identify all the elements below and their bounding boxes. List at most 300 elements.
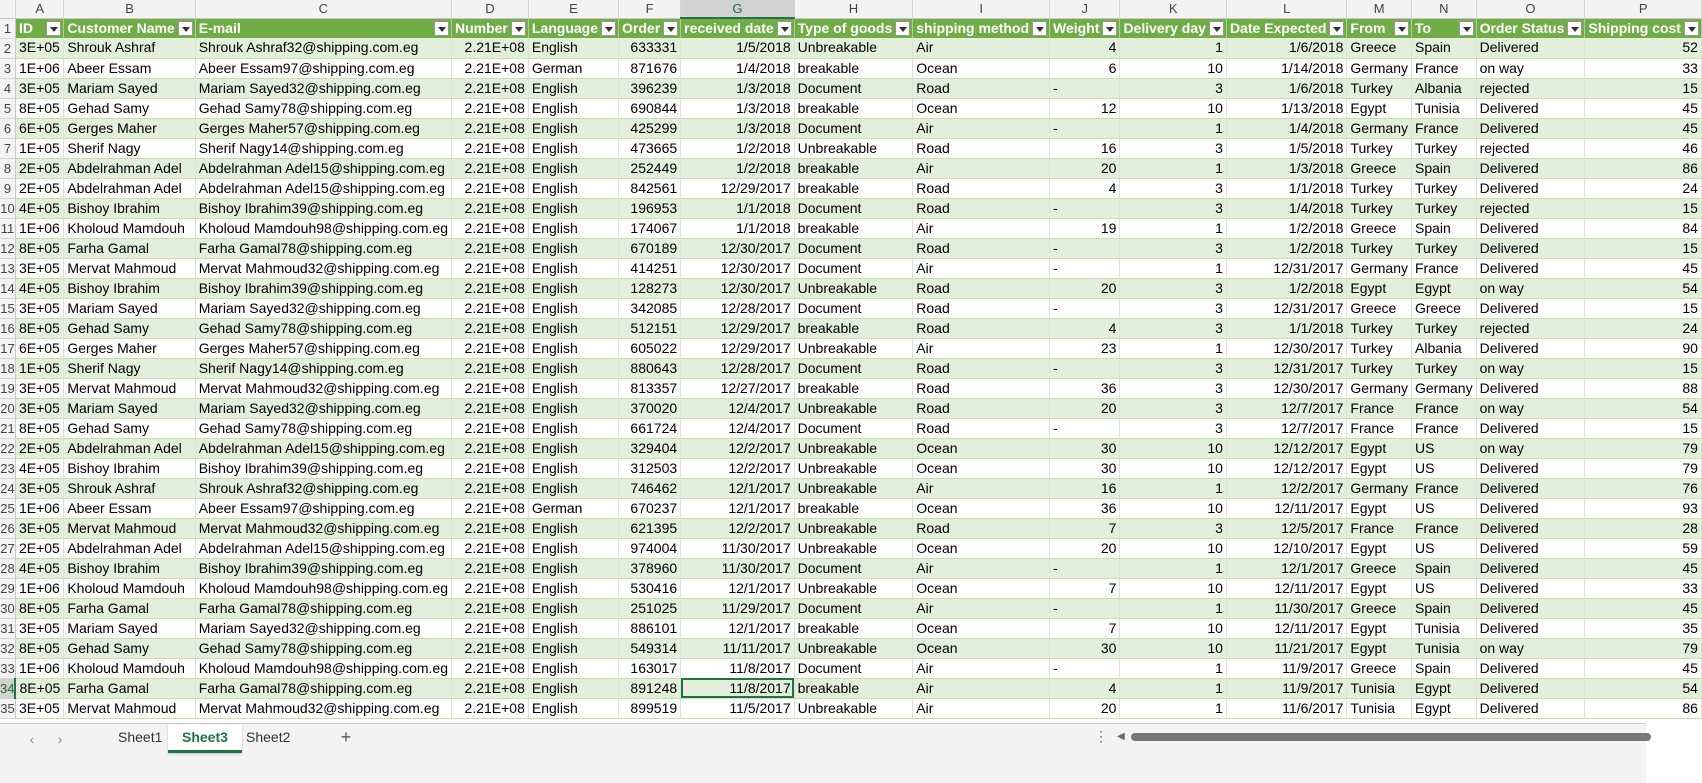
cell[interactable]: 670189 — [619, 238, 681, 258]
cell[interactable]: Tunisia — [1347, 678, 1412, 698]
cell[interactable]: 1E+06 — [15, 58, 63, 78]
column-header-m[interactable]: M — [1347, 0, 1412, 18]
cell[interactable]: 4E+05 — [15, 558, 63, 578]
cell[interactable]: 20 — [1050, 278, 1120, 298]
cell[interactable]: 2.21E+08 — [451, 278, 528, 298]
cell[interactable]: Abdelrahman Adel — [64, 158, 195, 178]
cell[interactable]: Unbreakable — [794, 398, 913, 418]
row-header[interactable]: 10 — [0, 198, 15, 218]
cell[interactable]: Document — [794, 258, 913, 278]
cell[interactable]: Road — [913, 298, 1050, 318]
cell[interactable]: 12/30/2017 — [681, 278, 795, 298]
scroll-left-icon[interactable]: ◀ — [1117, 731, 1125, 742]
cell[interactable]: 1/5/2018 — [1226, 138, 1346, 158]
cell[interactable]: France — [1412, 58, 1477, 78]
cell[interactable]: 899519 — [619, 698, 681, 718]
row-header[interactable]: 8 — [0, 158, 15, 178]
cell[interactable]: 252449 — [619, 158, 681, 178]
cell[interactable]: 605022 — [619, 338, 681, 358]
cell[interactable]: 12/1/2017 — [681, 498, 795, 518]
cell[interactable]: 4 — [1050, 38, 1120, 58]
cell[interactable]: 2.21E+08 — [451, 478, 528, 498]
cell[interactable]: Germany — [1347, 378, 1412, 398]
row-header[interactable]: 4 — [0, 78, 15, 98]
cell[interactable]: 84 — [1585, 218, 1702, 238]
cell[interactable]: Gehad Samy — [64, 98, 195, 118]
cell[interactable]: 45 — [1585, 558, 1702, 578]
column-header-d[interactable]: D — [451, 0, 528, 18]
cell[interactable]: Farha Gamal — [64, 678, 195, 698]
cell[interactable]: 633331 — [619, 38, 681, 58]
column-header-l[interactable]: L — [1226, 0, 1346, 18]
filter-dropdown-icon[interactable] — [178, 21, 193, 36]
cell[interactable]: Greece — [1347, 38, 1412, 58]
row-header[interactable]: 19 — [0, 378, 15, 398]
cell[interactable]: breakable — [794, 498, 913, 518]
cell[interactable]: English — [528, 538, 618, 558]
cell[interactable]: - — [1050, 118, 1120, 138]
cell[interactable]: 90 — [1585, 338, 1702, 358]
cell[interactable]: Road — [913, 278, 1050, 298]
cell[interactable]: 7 — [1050, 518, 1120, 538]
cell[interactable]: English — [528, 558, 618, 578]
cell[interactable]: 3 — [1120, 518, 1227, 538]
cell[interactable]: Shrouk Ashraf32@shipping.com.eg — [195, 38, 451, 58]
cell[interactable]: 15 — [1585, 358, 1702, 378]
cell[interactable]: 2.21E+08 — [451, 158, 528, 178]
cell[interactable]: Road — [913, 178, 1050, 198]
cell[interactable]: Gehad Samy — [64, 318, 195, 338]
cell[interactable]: US — [1412, 458, 1477, 478]
cell[interactable]: Gerges Maher57@shipping.com.eg — [195, 338, 451, 358]
cell[interactable]: 16 — [1050, 478, 1120, 498]
cell[interactable]: Unbreakable — [794, 518, 913, 538]
cell[interactable]: France — [1412, 398, 1477, 418]
cell[interactable]: English — [528, 598, 618, 618]
cell[interactable]: English — [528, 298, 618, 318]
cell[interactable]: 11/30/2017 — [681, 538, 795, 558]
cell[interactable]: 11/8/2017 — [681, 658, 795, 678]
row-header[interactable]: 9 — [0, 178, 15, 198]
cell[interactable]: - — [1050, 298, 1120, 318]
cell[interactable]: Delivered — [1476, 418, 1585, 438]
cell[interactable]: 2.21E+08 — [451, 558, 528, 578]
cell[interactable]: Unbreakable — [794, 698, 913, 718]
cell[interactable]: Mariam Sayed32@shipping.com.eg — [195, 298, 451, 318]
cell[interactable]: Mervat Mahmoud — [64, 698, 195, 718]
cell[interactable]: France — [1412, 258, 1477, 278]
cell[interactable]: 1E+05 — [15, 358, 63, 378]
cell[interactable]: 3 — [1120, 278, 1227, 298]
filter-dropdown-icon[interactable] — [1567, 21, 1582, 36]
cell[interactable]: 2.21E+08 — [451, 78, 528, 98]
cell[interactable]: 6E+05 — [15, 338, 63, 358]
row-header[interactable]: 12 — [0, 238, 15, 258]
cell[interactable]: rejected — [1476, 198, 1585, 218]
cell[interactable]: 1/6/2018 — [1226, 78, 1346, 98]
cell[interactable]: 12/2/2017 — [681, 438, 795, 458]
cell[interactable]: 1/4/2018 — [681, 58, 795, 78]
cell[interactable]: 2.21E+08 — [451, 438, 528, 458]
cell[interactable]: 3 — [1120, 398, 1227, 418]
cell[interactable]: 2.21E+08 — [451, 418, 528, 438]
cell[interactable]: Delivered — [1476, 658, 1585, 678]
cell[interactable]: 2.21E+08 — [451, 618, 528, 638]
cell[interactable]: Abdelrahman Adel15@shipping.com.eg — [195, 438, 451, 458]
table-header-cell[interactable] — [64, 18, 195, 38]
cell[interactable]: 842561 — [619, 178, 681, 198]
cell[interactable]: 23 — [1050, 338, 1120, 358]
cell[interactable]: Mariam Sayed — [64, 398, 195, 418]
cell[interactable]: English — [528, 338, 618, 358]
table-header-cell[interactable] — [794, 18, 913, 38]
cell[interactable]: 12/1/2017 — [1226, 558, 1346, 578]
cell[interactable]: 1/1/2018 — [681, 198, 795, 218]
cell[interactable]: Shrouk Ashraf — [64, 478, 195, 498]
cell[interactable]: Kholoud Mamdouh98@shipping.com.eg — [195, 578, 451, 598]
cell[interactable]: Albania — [1412, 338, 1477, 358]
cell[interactable]: Greece — [1347, 658, 1412, 678]
cell[interactable]: 690844 — [619, 98, 681, 118]
cell[interactable]: 1 — [1120, 158, 1227, 178]
cell[interactable]: Mariam Sayed32@shipping.com.eg — [195, 78, 451, 98]
cell[interactable]: Abdelrahman Adel — [64, 538, 195, 558]
cell[interactable]: rejected — [1476, 138, 1585, 158]
cell[interactable]: Road — [913, 238, 1050, 258]
cell[interactable]: Document — [794, 198, 913, 218]
table-header-cell[interactable] — [1585, 18, 1702, 38]
cell[interactable]: 4 — [1050, 678, 1120, 698]
cell[interactable]: 10 — [1120, 58, 1227, 78]
row-header[interactable]: 23 — [0, 458, 15, 478]
cell[interactable]: 2.21E+08 — [451, 298, 528, 318]
cell[interactable]: 8E+05 — [15, 98, 63, 118]
cell[interactable]: Unbreakable — [794, 638, 913, 658]
cell[interactable]: Road — [913, 398, 1050, 418]
cell[interactable]: English — [528, 618, 618, 638]
cell[interactable]: Turkey — [1347, 198, 1412, 218]
cell[interactable]: Tunisia — [1412, 98, 1477, 118]
cell[interactable]: German — [528, 498, 618, 518]
row-header[interactable]: 28 — [0, 558, 15, 578]
cell[interactable]: 3 — [1120, 198, 1227, 218]
cell[interactable]: 12/28/2017 — [681, 358, 795, 378]
cell[interactable]: 2.21E+08 — [451, 698, 528, 718]
cell[interactable]: 11/5/2017 — [681, 698, 795, 718]
cell[interactable]: Sherif Nagy — [64, 138, 195, 158]
cell[interactable]: Germany — [1347, 58, 1412, 78]
cell[interactable]: 10 — [1120, 438, 1227, 458]
cell[interactable]: 54 — [1585, 678, 1702, 698]
cell[interactable]: 11/21/2017 — [1226, 638, 1346, 658]
horizontal-scrollbar[interactable] — [1117, 730, 1646, 744]
cell[interactable]: 174067 — [619, 218, 681, 238]
cell[interactable]: 15 — [1585, 198, 1702, 218]
cell[interactable]: Kholoud Mamdouh — [64, 578, 195, 598]
cell[interactable]: Mariam Sayed32@shipping.com.eg — [195, 618, 451, 638]
cell[interactable]: English — [528, 478, 618, 498]
filter-dropdown-icon[interactable] — [895, 21, 910, 36]
cell[interactable]: 15 — [1585, 418, 1702, 438]
cell[interactable]: 20 — [1050, 538, 1120, 558]
cell[interactable]: 33 — [1585, 578, 1702, 598]
table-header-cell[interactable] — [681, 18, 795, 38]
cell[interactable]: Kholoud Mamdouh — [64, 658, 195, 678]
cell[interactable]: on way — [1476, 58, 1585, 78]
cell[interactable]: 512151 — [619, 318, 681, 338]
cell[interactable]: Egypt — [1412, 698, 1477, 718]
cell[interactable]: 11/9/2017 — [1226, 678, 1346, 698]
cell[interactable]: Mervat Mahmoud32@shipping.com.eg — [195, 378, 451, 398]
cell[interactable]: 880643 — [619, 358, 681, 378]
cell[interactable]: 12/31/2017 — [1226, 298, 1346, 318]
cell[interactable]: Egypt — [1347, 618, 1412, 638]
cell[interactable]: Document — [794, 358, 913, 378]
filter-dropdown-icon[interactable] — [46, 21, 61, 36]
cell[interactable]: 2.21E+08 — [451, 258, 528, 278]
filter-dropdown-icon[interactable] — [601, 21, 616, 36]
cell[interactable]: breakable — [794, 58, 913, 78]
cell[interactable]: 4 — [1050, 178, 1120, 198]
cell[interactable]: - — [1050, 78, 1120, 98]
cell[interactable]: 1E+06 — [15, 218, 63, 238]
cell[interactable]: 378960 — [619, 558, 681, 578]
cell[interactable]: Egypt — [1347, 638, 1412, 658]
cell[interactable]: Delivered — [1476, 38, 1585, 58]
cell[interactable]: Abeer Essam97@shipping.com.eg — [195, 498, 451, 518]
cell[interactable]: Greece — [1412, 298, 1477, 318]
cell[interactable]: 1 — [1120, 478, 1227, 498]
cell[interactable]: Delivered — [1476, 538, 1585, 558]
cell[interactable]: 20 — [1050, 698, 1120, 718]
column-header-e[interactable]: E — [528, 0, 618, 18]
cell[interactable]: Bishoy Ibrahim39@shipping.com.eg — [195, 278, 451, 298]
cell[interactable]: 746462 — [619, 478, 681, 498]
cell[interactable]: Delivered — [1476, 298, 1585, 318]
cell[interactable]: English — [528, 698, 618, 718]
cell[interactable]: Unbreakable — [794, 478, 913, 498]
row-header[interactable]: 2 — [0, 38, 15, 58]
cell[interactable]: English — [528, 98, 618, 118]
cell[interactable]: 2.21E+08 — [451, 138, 528, 158]
table-header-cell[interactable] — [913, 18, 1050, 38]
cell[interactable]: 12/11/2017 — [1226, 578, 1346, 598]
cell[interactable]: breakable — [794, 618, 913, 638]
row-header[interactable]: 29 — [0, 578, 15, 598]
column-header-i[interactable]: I — [913, 0, 1050, 18]
table-header-cell[interactable] — [1226, 18, 1346, 38]
row-header[interactable]: 22 — [0, 438, 15, 458]
cell[interactable]: 3 — [1120, 238, 1227, 258]
cell[interactable]: 3 — [1120, 358, 1227, 378]
cell[interactable]: 2.21E+08 — [451, 338, 528, 358]
cell[interactable]: Spain — [1412, 598, 1477, 618]
cell[interactable]: 88 — [1585, 378, 1702, 398]
cell[interactable]: 2.21E+08 — [451, 638, 528, 658]
cell[interactable]: Ocean — [913, 458, 1050, 478]
cell[interactable]: 35 — [1585, 618, 1702, 638]
cell[interactable]: Air — [913, 218, 1050, 238]
cell[interactable]: Turkey — [1347, 178, 1412, 198]
cell[interactable]: Delivered — [1476, 378, 1585, 398]
table-header-cell[interactable] — [1476, 18, 1585, 38]
cell[interactable]: Mervat Mahmoud32@shipping.com.eg — [195, 258, 451, 278]
cell[interactable]: - — [1050, 258, 1120, 278]
cell[interactable]: - — [1050, 658, 1120, 678]
cell[interactable]: 1 — [1120, 258, 1227, 278]
cell[interactable]: on way — [1476, 398, 1585, 418]
plus-icon[interactable]: + — [340, 727, 352, 747]
cell[interactable]: 20 — [1050, 158, 1120, 178]
cell[interactable]: Abdelrahman Adel — [64, 178, 195, 198]
filter-dropdown-icon[interactable] — [1209, 21, 1224, 36]
cell[interactable]: English — [528, 518, 618, 538]
cell[interactable]: Kholoud Mamdouh — [64, 218, 195, 238]
cell[interactable]: 10 — [1120, 458, 1227, 478]
cell[interactable]: France — [1412, 418, 1477, 438]
cell[interactable]: 530416 — [619, 578, 681, 598]
cell[interactable]: Unbreakable — [794, 38, 913, 58]
filter-dropdown-icon[interactable] — [663, 21, 678, 36]
cell[interactable]: Shrouk Ashraf — [64, 38, 195, 58]
cell[interactable]: 3E+05 — [15, 78, 63, 98]
cell[interactable]: 2E+05 — [15, 438, 63, 458]
cell[interactable]: 54 — [1585, 278, 1702, 298]
cell[interactable]: 59 — [1585, 538, 1702, 558]
cell[interactable]: Sherif Nagy — [64, 358, 195, 378]
cell[interactable]: 12/30/2017 — [1226, 378, 1346, 398]
cell[interactable]: 11/11/2017 — [681, 638, 795, 658]
cell[interactable]: 2.21E+08 — [451, 318, 528, 338]
cell[interactable]: Kholoud Mamdouh98@shipping.com.eg — [195, 218, 451, 238]
cell[interactable]: 196953 — [619, 198, 681, 218]
cell[interactable]: 12/29/2017 — [681, 338, 795, 358]
cell[interactable]: breakable — [794, 378, 913, 398]
cell[interactable]: 329404 — [619, 438, 681, 458]
cell[interactable]: 2.21E+08 — [451, 58, 528, 78]
cell[interactable]: 45 — [1585, 98, 1702, 118]
cell[interactable]: 12/12/2017 — [1226, 458, 1346, 478]
cell[interactable]: 3 — [1120, 318, 1227, 338]
cell[interactable]: 1E+05 — [15, 138, 63, 158]
cell[interactable]: Delivered — [1476, 498, 1585, 518]
cell[interactable]: 3E+05 — [15, 518, 63, 538]
cell[interactable]: 1/2/2018 — [1226, 278, 1346, 298]
cell[interactable]: - — [1050, 598, 1120, 618]
cell[interactable]: Spain — [1412, 38, 1477, 58]
cell[interactable]: 45 — [1585, 658, 1702, 678]
cell[interactable]: Abdelrahman Adel15@shipping.com.eg — [195, 178, 451, 198]
cell[interactable]: Turkey — [1412, 138, 1477, 158]
cell[interactable]: Delivered — [1476, 558, 1585, 578]
cell[interactable]: Greece — [1347, 558, 1412, 578]
column-header-b[interactable]: B — [64, 0, 195, 18]
cell[interactable]: Delivered — [1476, 458, 1585, 478]
cell[interactable]: Document — [794, 558, 913, 578]
cell[interactable]: Farha Gamal78@shipping.com.eg — [195, 678, 451, 698]
cell[interactable]: Document — [794, 78, 913, 98]
cell[interactable]: 24 — [1585, 178, 1702, 198]
cell[interactable]: Road — [913, 418, 1050, 438]
cell[interactable]: 2.21E+08 — [451, 38, 528, 58]
cell[interactable]: 45 — [1585, 118, 1702, 138]
cell[interactable]: Air — [913, 38, 1050, 58]
cell[interactable]: 36 — [1050, 378, 1120, 398]
column-header-o[interactable]: O — [1476, 0, 1585, 18]
cell[interactable]: 2.21E+08 — [451, 598, 528, 618]
cell[interactable]: 1 — [1120, 598, 1227, 618]
cell[interactable]: 3 — [1120, 298, 1227, 318]
cell[interactable]: breakable — [794, 98, 913, 118]
filter-dropdown-icon[interactable] — [1102, 21, 1117, 36]
cell[interactable]: 1/14/2018 — [1226, 58, 1346, 78]
cell[interactable]: Greece — [1347, 218, 1412, 238]
cell[interactable]: Document — [794, 238, 913, 258]
table-header-cell[interactable] — [1412, 18, 1477, 38]
cell[interactable]: 12/29/2017 — [681, 178, 795, 198]
cell[interactable]: Bishoy Ibrahim39@shipping.com.eg — [195, 198, 451, 218]
cell[interactable]: Sherif Nagy14@shipping.com.eg — [195, 138, 451, 158]
cell[interactable]: 8E+05 — [15, 418, 63, 438]
cell[interactable]: breakable — [794, 218, 913, 238]
filter-dropdown-icon[interactable] — [511, 21, 526, 36]
cell[interactable]: - — [1050, 558, 1120, 578]
cell[interactable]: 2.21E+08 — [451, 398, 528, 418]
cell[interactable]: 12/29/2017 — [681, 318, 795, 338]
row-header[interactable]: 32 — [0, 638, 15, 658]
cell[interactable]: 12/2/2017 — [1226, 478, 1346, 498]
cell[interactable]: 1/13/2018 — [1226, 98, 1346, 118]
filter-dropdown-icon[interactable] — [1032, 21, 1047, 36]
cell[interactable]: 12/2/2017 — [681, 458, 795, 478]
cell[interactable]: 45 — [1585, 598, 1702, 618]
cell[interactable]: Air — [913, 598, 1050, 618]
row-header[interactable]: 15 — [0, 298, 15, 318]
cell[interactable]: - — [1050, 198, 1120, 218]
cell[interactable]: English — [528, 198, 618, 218]
column-header-a[interactable]: A — [15, 0, 63, 18]
cell[interactable]: Unbreakable — [794, 278, 913, 298]
cell[interactable]: 1/3/2018 — [1226, 158, 1346, 178]
cell[interactable]: English — [528, 278, 618, 298]
cell[interactable]: 11/9/2017 — [1226, 658, 1346, 678]
cell[interactable]: 12/4/2017 — [681, 418, 795, 438]
more-options-icon[interactable]: ⋮ — [1094, 728, 1108, 744]
filter-dropdown-icon[interactable] — [1459, 21, 1474, 36]
cell[interactable]: Bishoy Ibrahim — [64, 278, 195, 298]
cell[interactable]: 2E+05 — [15, 178, 63, 198]
cell[interactable]: 8E+05 — [15, 638, 63, 658]
cell[interactable]: 2.21E+08 — [451, 658, 528, 678]
cell[interactable]: Road — [913, 378, 1050, 398]
cell[interactable]: 3 — [1120, 78, 1227, 98]
cell[interactable]: 621395 — [619, 518, 681, 538]
cell[interactable]: 79 — [1585, 458, 1702, 478]
cell[interactable]: Spain — [1412, 158, 1477, 178]
cell[interactable]: 12/30/2017 — [681, 238, 795, 258]
cell[interactable]: Delivered — [1476, 338, 1585, 358]
cell[interactable]: Germany — [1412, 378, 1477, 398]
cell[interactable]: 871676 — [619, 58, 681, 78]
cell[interactable]: 1/3/2018 — [681, 98, 795, 118]
cell[interactable]: - — [1050, 238, 1120, 258]
cell[interactable]: Gehad Samy — [64, 418, 195, 438]
cell[interactable]: Air — [913, 658, 1050, 678]
cell[interactable]: 2.21E+08 — [451, 238, 528, 258]
cell[interactable]: Farha Gamal78@shipping.com.eg — [195, 598, 451, 618]
cell[interactable]: 2.21E+08 — [451, 118, 528, 138]
cell[interactable]: Unbreakable — [794, 138, 913, 158]
